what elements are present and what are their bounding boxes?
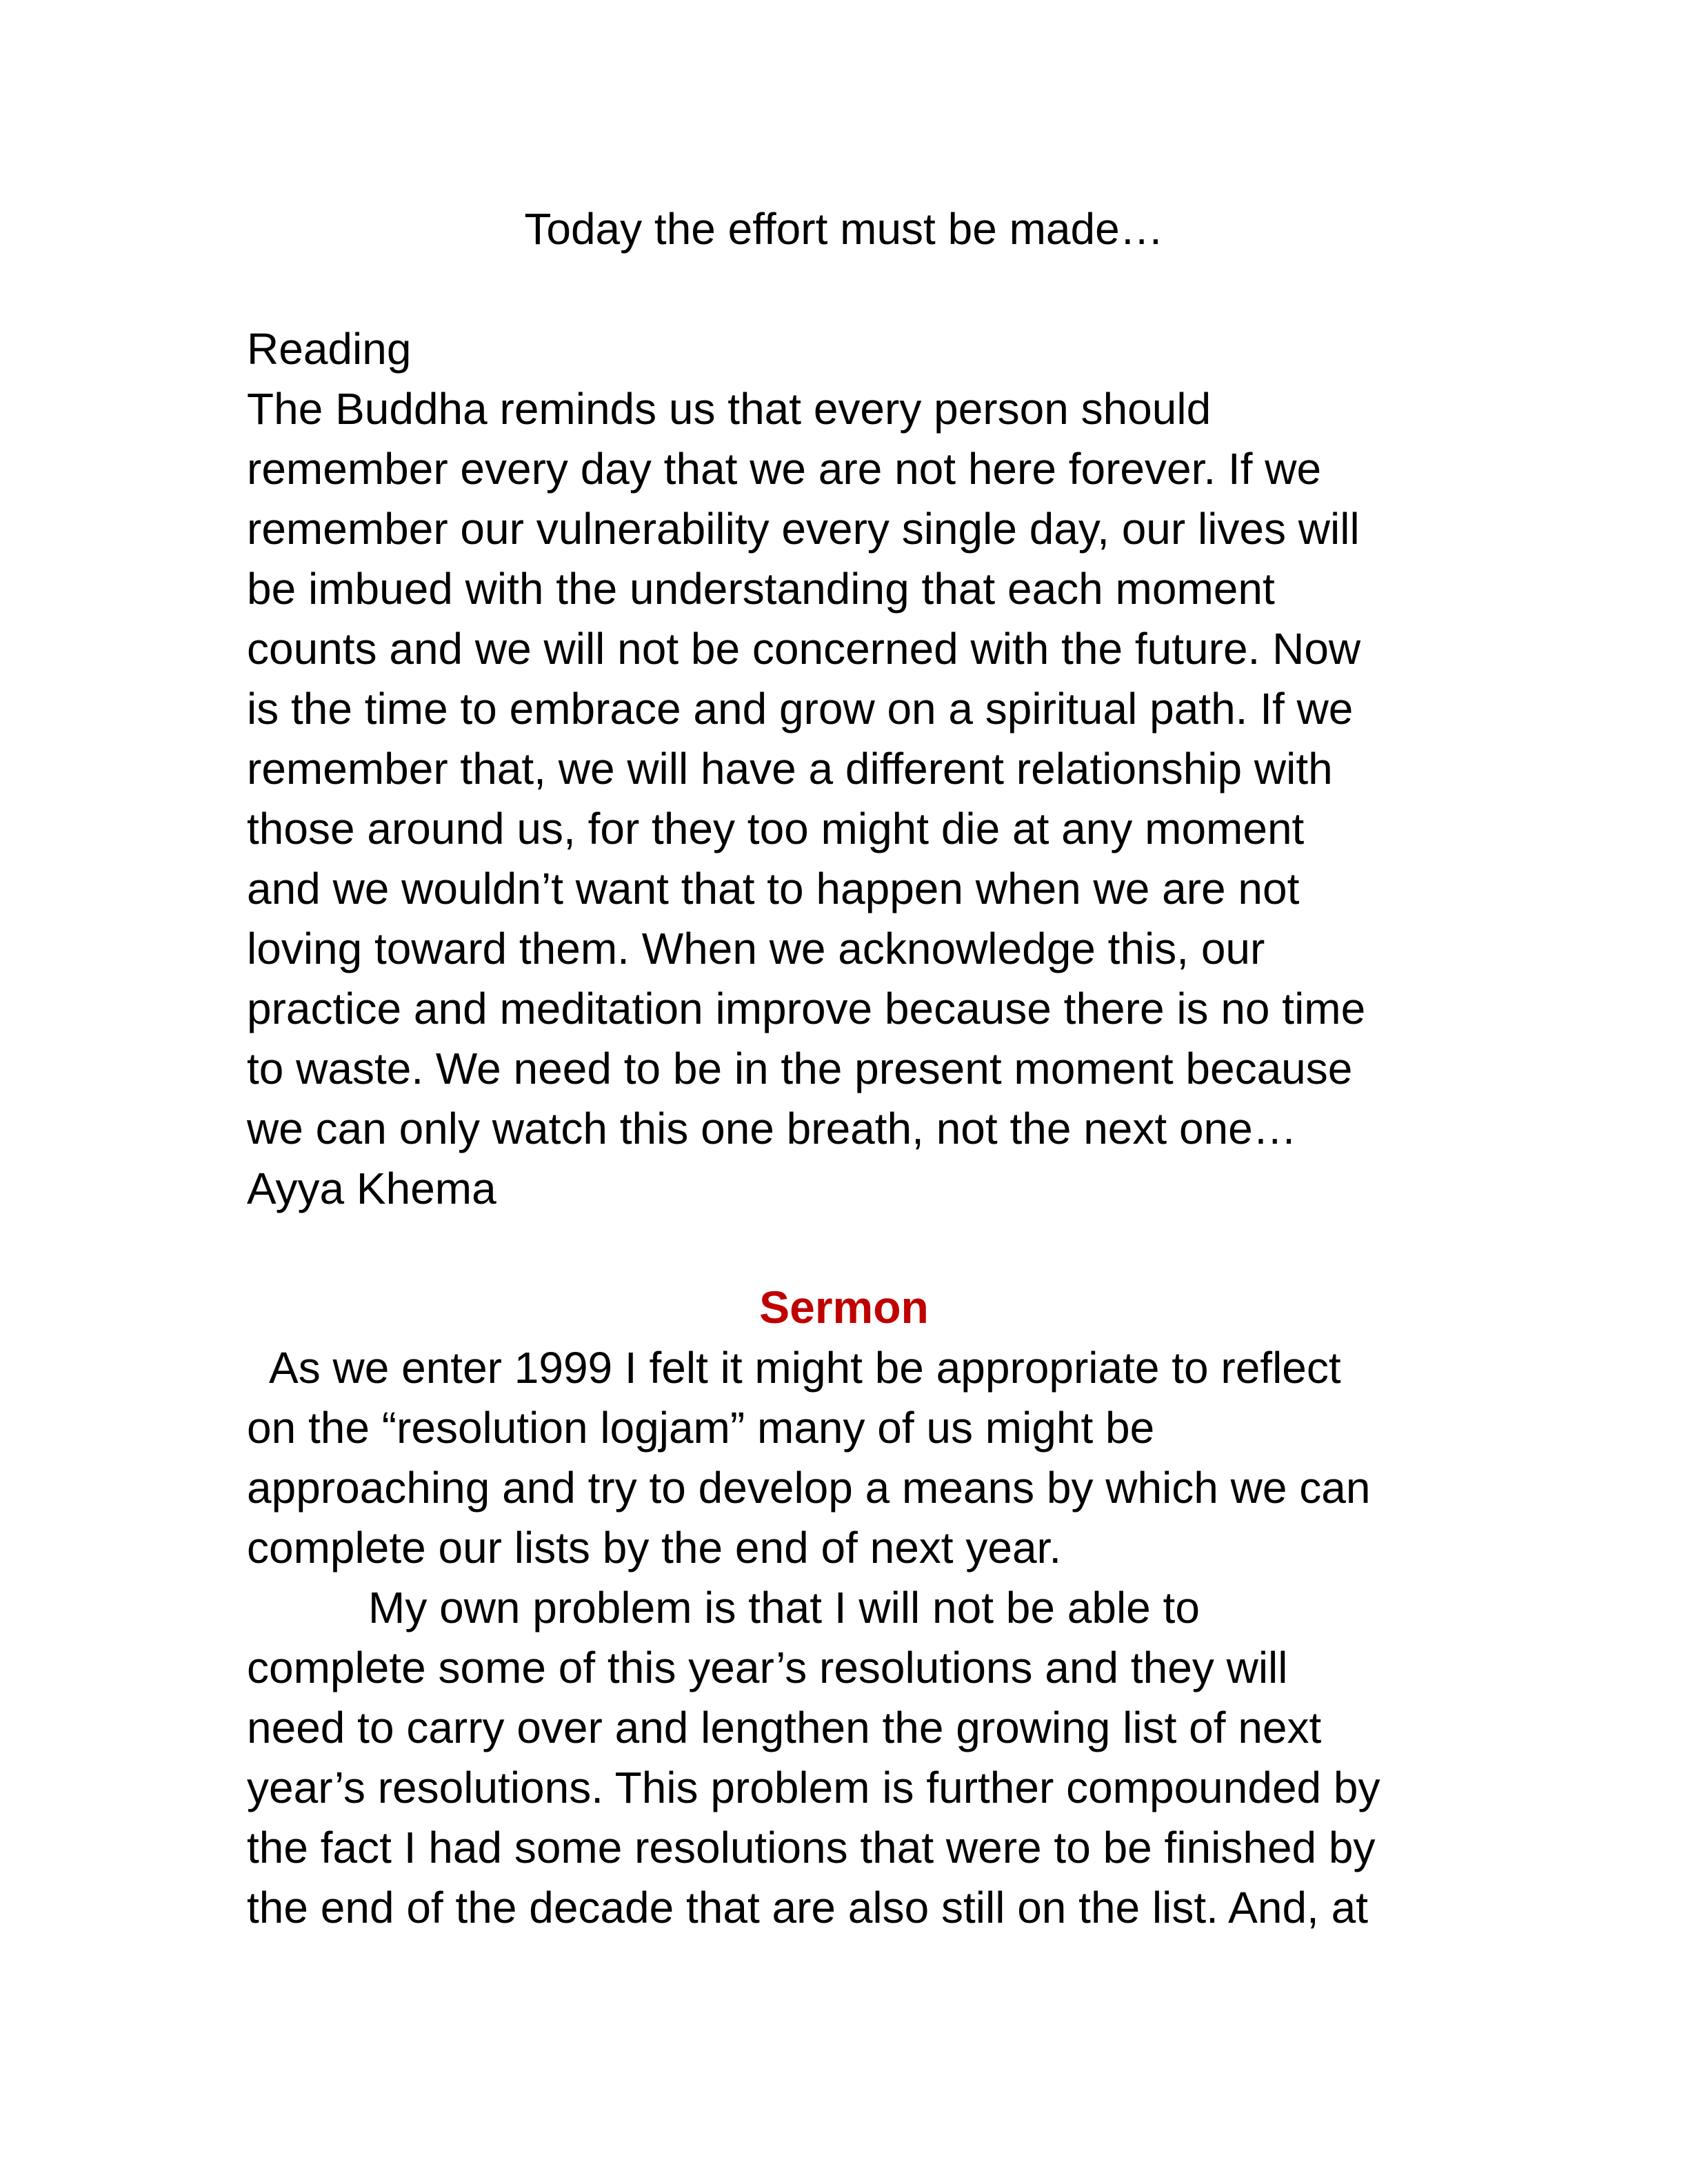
reading-line: The Buddha reminds us that every person should [247, 384, 1212, 434]
reading-line: remember our vulnerability every single day, our lives will [247, 504, 1360, 554]
sermon-line: the fact I had some resolutions that were to be finished by [247, 1823, 1376, 1872]
reading-heading: Reading [247, 324, 412, 374]
reading-line: to waste. We need to be in the present moment because [247, 1044, 1353, 1093]
reading-line: is the time to embrace and grow on a spiritual path. If we [247, 684, 1354, 734]
sermon-line: As we enter 1999 I felt it might be appropriate to reflect [247, 1343, 1341, 1393]
reading-line: remember that, we will have a different relationship with [247, 744, 1333, 793]
reading-line: and we wouldn’t want that to happen when we are not [247, 864, 1300, 913]
reading-line: remember every day that we are not here forever. If we [247, 444, 1322, 494]
reading-author: Ayya Khema [247, 1164, 496, 1213]
sermon-line: complete some of this year’s resolutions and they will [247, 1643, 1288, 1692]
reading-line: practice and meditation improve because there is no time [247, 984, 1366, 1033]
sermon-heading: Sermon [759, 1282, 929, 1333]
sermon-line: on the “resolution logjam” many of us might be [247, 1403, 1155, 1453]
sermon-line: approaching and try to develop a means by which we can [247, 1463, 1371, 1513]
document-title: Today the effort must be made… [524, 204, 1164, 254]
sermon-line: the end of the decade that are also still on the list. And, at [247, 1883, 1368, 1932]
sermon-line: year’s resolutions. This problem is further compounded by [247, 1763, 1380, 1812]
reading-line: counts and we will not be concerned with the future. Now [247, 624, 1361, 674]
reading-line: we can only watch this one breath, not the next one… [247, 1104, 1297, 1153]
sermon-line: need to carry over and lengthen the growing list of next [247, 1703, 1322, 1752]
sermon-line: complete our lists by the end of next year. [247, 1523, 1062, 1573]
reading-line: loving toward them. When we acknowledge this, our [247, 924, 1265, 973]
reading-line: be imbued with the understanding that each moment [247, 564, 1275, 614]
sermon-line: My own problem is that I will not be able to [368, 1583, 1200, 1632]
reading-line: those around us, for they too might die at any moment [247, 804, 1305, 853]
